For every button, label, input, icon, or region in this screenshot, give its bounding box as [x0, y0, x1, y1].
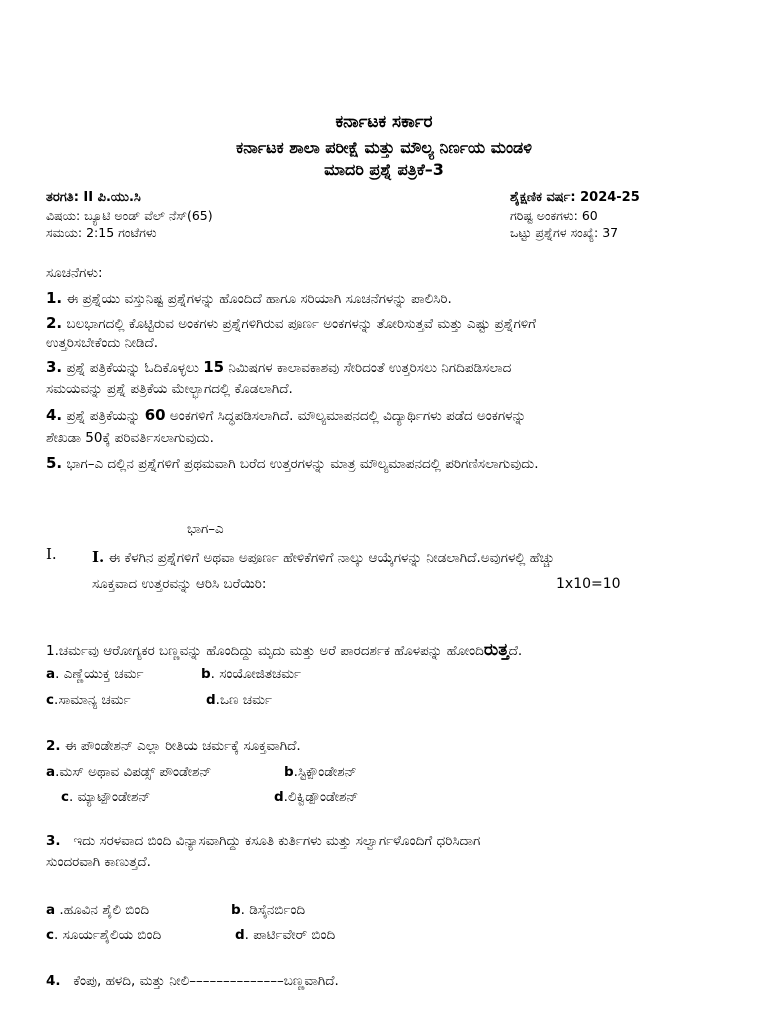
instruction-item — [46, 314, 536, 332]
question-number: 4. — [46, 973, 61, 989]
option-c: c. ಮ್ಯಾಟ್ಪೌಂಡೇಶನ್ — [61, 789, 151, 805]
instruction-text: ಬಲಭಾಗದಲ್ಲಿ ಕೊಟ್ಟಿರುವ ಅಂಕಗಳು ಪ್ರಶ್ನೆಗಳಿಗಿರುವ ಪೂರ್ಣ ಅಂಕಗಳನ್ನು ತೋರಿಸುತ್ತವೆ ಮತ್ತು ಎಷ್ಟು ಪ್ರಶ್ನೆಗಳಿಗೆ — [66, 316, 536, 332]
instruction-text: ಭಾಗ–ಎ ದಲ್ಲಿನ ಪ್ರಶ್ನೆಗಳಿಗೆ ಪ್ರಥಮವಾಗಿ ಬರೆದ ಉತ್ತರಗಳನ್ನು ಮಾತ್ರ ಮೌಲ್ಯಮಾಪನದಲ್ಲಿ ಪರಿಗಣಿಸಲಾಗುವುದು. — [66, 456, 539, 472]
question-3 — [46, 833, 480, 849]
instruction-bold-number: 15 — [203, 358, 225, 376]
instruction-text-cont: ಉತ್ತರಿಸಬೇಕೆಂದು ನೀಡಿದೆ. — [46, 335, 159, 351]
section-roman-bold: I. — [92, 548, 105, 566]
max-marks: ಗರಿಷ್ಟ ಅಂಕಗಳು: 60 — [510, 208, 598, 223]
government-title: ಕರ್ನಾಟಕ ಸರ್ಕಾರ — [335, 112, 433, 132]
option-c: c. ಸೂರ್ಯಶೈಲಿಯ ಬಿಂದಿ — [46, 927, 162, 943]
section-direction-cont: ಸೂಕ್ತವಾದ ಉತ್ತರವನ್ನು ಆರಿಸಿ ಬರೆಯಿರಿ: — [92, 576, 267, 592]
instruction-text-after: ಅಂಕಗಳಿಗೆ ಸಿದ್ಧಪಡಿಸಲಾಗಿದೆ. ಮೌಲ್ಯಮಾಪನದಲ್ಲಿ ವಿದ್ಯಾರ್ಥಿಗಳು ಪಡೆದ ಅಂಕಗಳನ್ನು — [169, 408, 527, 424]
academic-year: ಶೈಕ್ಷಣಿಕ ವರ್ಷ: 2024-25 — [510, 190, 640, 205]
instruction-number: 5. — [46, 454, 63, 472]
option-d: d.ಲಿಕ್ವಿಡ್ಪೌಂಡೇಶನ್ — [274, 789, 359, 805]
instructions-heading: ಸೂಚನೆಗಳು: — [46, 265, 103, 281]
time-info: ಸಮಯ: 2:15 ಗಂಟೆಗಳು — [46, 225, 157, 240]
instruction-text: ಈ ಪ್ರಶ್ನೆಯು ವಸ್ತುನಿಷ್ಟ ಪ್ರಶ್ನೆಗಳನ್ನು ಹೊಂದಿದೆ ಹಾಗೂ ಸರಿಯಾಗಿ ಸೂಚನೆಗಳನ್ನು ಪಾಲಿಸಿರಿ. — [66, 291, 452, 307]
subject-info: ವಿಷಯ: ಬ್ಯೂಟಿ ಅಂಡ್ ವೆಲ್ ನೆಸ್(65) — [46, 208, 213, 223]
instruction-item — [46, 289, 452, 307]
instruction-item — [46, 454, 539, 472]
option-b: b.ಸ್ಟಿಕ್ಪೌಂಡೇಶನ್ — [284, 764, 357, 780]
section-direction-text: ಈ ಕೆಳಗಿನ ಪ್ರಶ್ನೆಗಳಿಗೆ ಅಥವಾ ಅಪೂರ್ಣ ಹೇಳಿಕೆಗಳಿಗೆ ನಾಲ್ಕು ಆಯ್ಕೆಗಳನ್ನು ನೀಡಲಾಗಿದೆ.ಅವುಗಳಲ್ಲಿ ಹೆಚ್ಚು — [108, 550, 555, 566]
question-4 — [46, 973, 339, 989]
section-marks: 1x10=10 — [556, 576, 621, 592]
section-title: ಭಾಗ–ಎ — [187, 521, 224, 537]
question-text: ಚರ್ಮವು ಆರೋಗ್ಯಕರ ಬಣ್ಣವನ್ನು ಹೊಂದಿದ್ದು ಮೃದು ಮತ್ತು ಅರೆ ಪಾರದರ್ಶಕ ಹೊಳಪನ್ನು ಹೋಂದಿ — [58, 643, 484, 659]
option-b: b. ಸಂಯೋಜಿತಚರ್ಮ — [201, 666, 302, 682]
question-2 — [46, 738, 301, 754]
instruction-number: 4. — [46, 406, 63, 424]
instruction-item — [46, 406, 526, 424]
option-d: d. ಪಾರ್ಟಿವೇರ್ ಬಿಂದಿ — [235, 927, 336, 943]
board-title: ಕರ್ನಾಟಕ ಶಾಲಾ ಪರೀಕ್ಷೆ ಮತ್ತು ಮೌಲ್ಯ ನಿರ್ಣಯ ಮಂಡಳಿ — [236, 138, 532, 157]
instruction-number: 2. — [46, 314, 63, 332]
instruction-text-cont: ಶೇಖಡಾ 50ಕ್ಕೆ ಪರಿವರ್ತಿಸಲಾಗುವುದು. — [46, 430, 214, 446]
instruction-text-cont: ಸಮಯವನ್ನು ಪ್ರಶ್ನೆ ಪತ್ರಿಕೆಯ ಮೇಲ್ಭಾಗದಲ್ಲಿ ಕೊಡಲಾಗಿದೆ. — [46, 381, 293, 397]
question-1 — [46, 640, 522, 660]
section-direction — [92, 548, 555, 566]
question-text: ಈ ಪೌಂಡೇಶನ್ ಎಲ್ಲಾ ರೀತಿಯ ಚರ್ಮಕ್ಕೆ ಸೂಕ್ತವಾಗಿದೆ. — [64, 738, 301, 754]
question-text: ಇದು ಸರಳವಾದ ಬಿಂದಿ ವಿನ್ಯಾಸವಾಗಿದ್ದು ಕಸೂತಿ ಕುರ್ತಿಗಳು ಮತ್ತು ಸಲ್ವಾರ್ಗಳೊಂದಿಗೆ ಧರಿಸಿದಾಗ — [73, 833, 481, 849]
question-number: 3. — [46, 833, 61, 849]
question-text-cont: ಸುಂದರವಾಗಿ ಕಾಣುತ್ತದೆ. — [46, 854, 151, 870]
option-c: c.ಸಾಮಾನ್ಯ ಚರ್ಮ — [46, 692, 131, 708]
option-a: a. ಎಣ್ಣೆಯುಕ್ತ ಚರ್ಮ — [46, 666, 144, 682]
instruction-item — [46, 358, 511, 376]
instruction-text-after: ನಿಮಿಷಗಳ ಕಾಲಾವಕಾಶವು ಸೇರಿದಂತೆ ಉತ್ತರಿಸಲು ನಿಗದಿಪಡಿಸಲಾದ — [228, 360, 512, 376]
question-text-tail: ದೆ. — [508, 643, 523, 659]
option-d: d.ಒಣ ಚರ್ಮ — [206, 692, 272, 708]
question-number: 1. — [46, 643, 59, 659]
question-text-emphasis: ರುತ್ತ — [483, 640, 509, 660]
paper-title: ಮಾದರಿ ಪ್ರಶ್ನೆ ಪತ್ರಿಕೆ–3 — [324, 160, 444, 179]
instruction-text: ಪ್ರಶ್ನೆ ಪತ್ರಿಕೆಯನ್ನು ಓದಿಕೊಳ್ಳಲು — [66, 360, 199, 376]
total-questions: ಒಟ್ಟು ಪ್ರಶ್ನೆಗಳ ಸಂಖ್ಯೆ: 37 — [510, 225, 619, 240]
instruction-text: ಪ್ರಶ್ನೆ ಪತ್ರಿಕೆಯನ್ನು — [66, 408, 141, 424]
question-number: 2. — [46, 738, 61, 754]
instruction-number: 1. — [46, 289, 63, 307]
question-text: ಕೆಂಪು, ಹಳದಿ, ಮತ್ತು ನೀಲಿ––––––––––––––ಬಣ್ಣವಾಗಿದೆ. — [73, 973, 339, 989]
instruction-bold-number: 60 — [144, 406, 166, 424]
class-info: ತರಗತಿ: II ಪಿ.ಯು.ಸಿ — [46, 190, 141, 205]
instruction-number: 3. — [46, 358, 63, 376]
option-b: b. ಡಿಸೈನರ್ಬಿಂದಿ — [231, 902, 306, 918]
section-roman-number: I. — [46, 545, 57, 563]
option-a: a .ಹೂವಿನ ಶೈಲಿ ಬಿಂದಿ — [46, 902, 150, 918]
option-a: a.ಮಸ್ ಅಥಾವ ವಿಪಡ್ಸ್ ಪೌಂಡೇಶನ್ — [46, 764, 212, 780]
